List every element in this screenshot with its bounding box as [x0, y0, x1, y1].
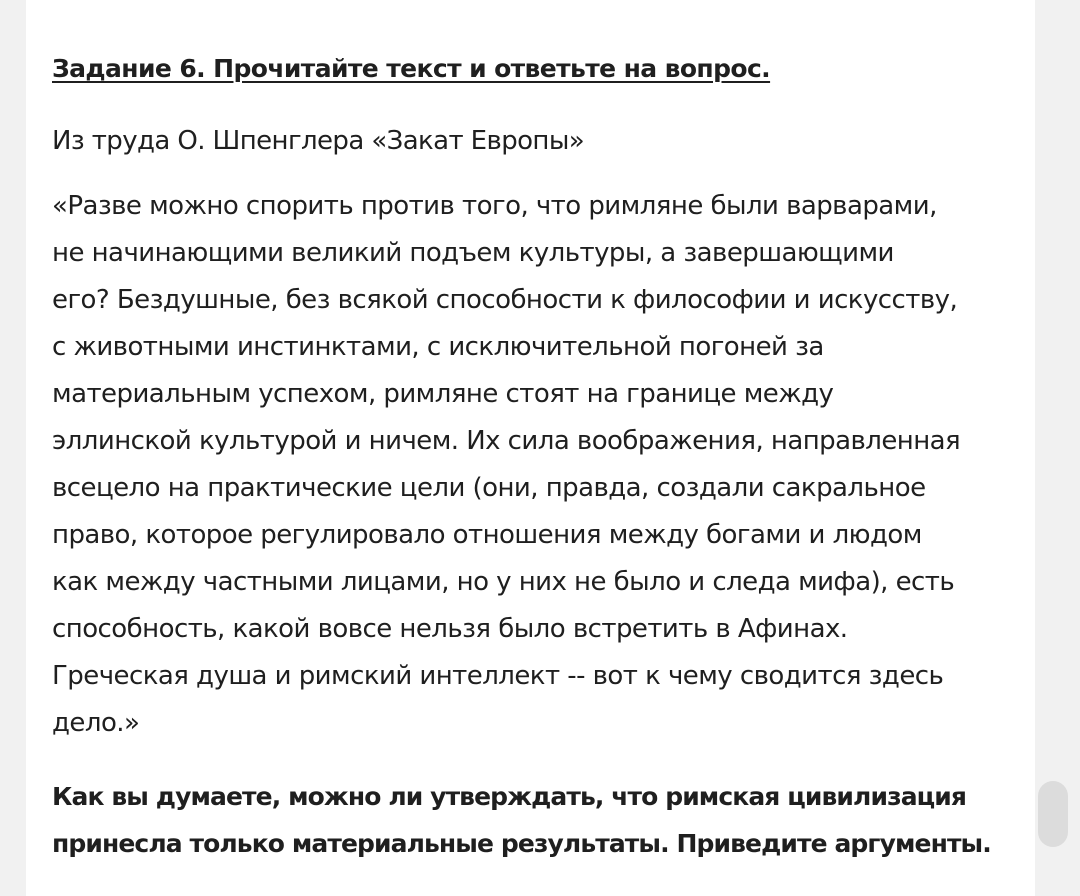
quote-line: право, которое регулировало отношения между богами и людом — [52, 520, 922, 550]
quote-line: способность, какой вовсе нельзя было встретить в Афинах. — [52, 614, 848, 644]
question-line: Как вы думаете, можно ли утверждать, что римская цивилизация — [52, 782, 967, 811]
quote-line: Греческая душа и римский интеллект -- вот к чему сводится здесь — [52, 661, 944, 691]
quote-line: как между частными лицами, но у них не было и следа мифа), есть — [52, 567, 955, 597]
quote-line: материальным успехом, римляне стоят на границе между — [52, 379, 834, 409]
quote-line: эллинской культурой и ничем. Их сила воображения, направленная — [52, 426, 961, 456]
quote-line: дело.» — [52, 708, 140, 738]
quote-line: его? Бездушные, без всякой способности к философии и искусству, — [52, 285, 958, 315]
quote-line: «Разве можно спорить против того, что римляне были варварами, — [52, 191, 937, 221]
document-page — [26, 0, 1035, 896]
question-line: принесла только материальные результаты. Приведите аргументы. — [52, 829, 991, 858]
quote-line: всецело на практические цели (они, правда, создали сакральное — [52, 473, 926, 503]
scrollbar-thumb[interactable] — [1038, 781, 1068, 847]
quote-line: не начинающими великий подъем культуры, а завершающими — [52, 238, 894, 268]
task-title: Задание 6. Прочитайте текст и ответьте на вопрос. — [52, 54, 771, 83]
scrollbar-track[interactable] — [1036, 0, 1080, 896]
question-text — [52, 773, 1042, 867]
quote-text — [52, 183, 1042, 747]
quote-line: с животными инстинктами, с исключительной погоней за — [52, 332, 824, 362]
source-caption: Из труда О. Шпенглера «Закат Европы» — [52, 126, 585, 156]
task-content — [52, 44, 1042, 867]
